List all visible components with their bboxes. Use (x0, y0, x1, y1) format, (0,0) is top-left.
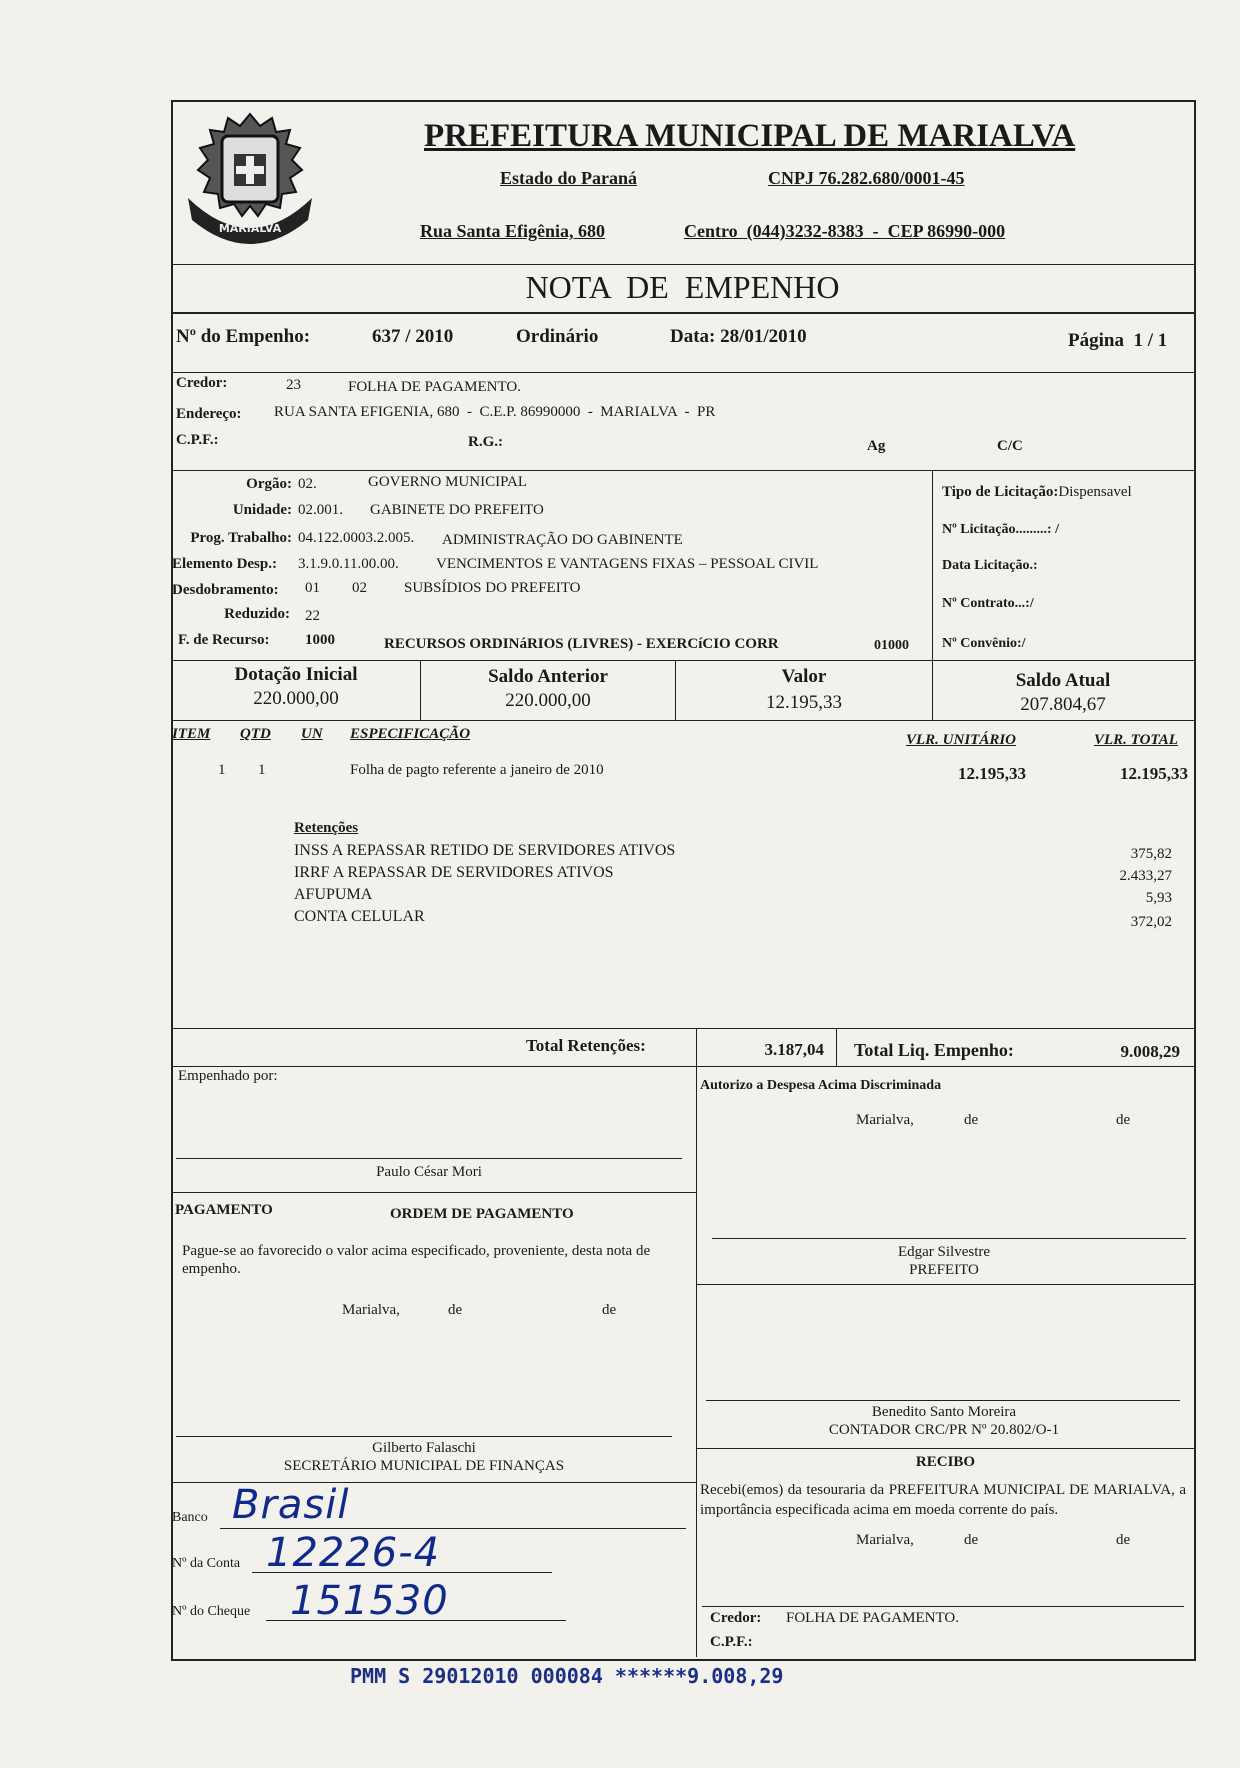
col-header-qtd: QTD (240, 726, 271, 742)
prefeito-nome: Edgar Silvestre (897, 1244, 991, 1260)
prog-trabalho-label: Prog. Trabalho: (190, 530, 292, 546)
item-vlr-total: 12.195,33 (1120, 764, 1188, 783)
numero-cheque-label: Nº do Cheque (172, 1604, 251, 1619)
ordem-pagamento-label: ORDEM DE PAGAMENTO (390, 1206, 574, 1222)
ordem-de-2: de (602, 1302, 617, 1318)
cpf-label: C.P.F.: (176, 432, 219, 448)
agencia-label: Ag (867, 438, 886, 454)
autenticacao-mecanica: PMM S 29012010 000084 ******9.008,29 (350, 1664, 784, 1688)
tipo-licitacao-label: Tipo de Licitação: (942, 484, 1059, 500)
unidade-nome: GABINETE DO PREFEITO (370, 502, 544, 518)
credor-label: Credor: (176, 375, 228, 391)
valor-empenho: 12.195,33 (766, 692, 842, 713)
estado-label: Estado do Paraná (500, 168, 638, 188)
elemento-despesa-nome: VENCIMENTOS E VANTAGENS FIXAS – PESSOAL CIVIL (436, 556, 819, 572)
pagamento-label: PAGAMENTO (175, 1202, 273, 1218)
secretario-cargo: SECRETÁRIO MUNICIPAL DE FINANÇAS (283, 1458, 565, 1474)
retencoes-title: Retenções (294, 820, 359, 836)
tipo-licitacao (942, 484, 1132, 501)
desdobramento-nome: SUBSÍDIOS DO PREFEITO (404, 580, 581, 596)
recibo-de-1: de (964, 1532, 979, 1548)
retencao-valor-4: 372,02 (1130, 914, 1172, 930)
ordem-pagamento-texto: Pague-se ao favorecido o valor acima especificado, proveniente, desta nota de empenho. (182, 1243, 651, 1277)
numero-empenho: 637 / 2010 (372, 326, 454, 347)
prog-trabalho-codigo: 04.122.0003.2.005. (298, 530, 415, 546)
recibo-de-2: de (1116, 1532, 1131, 1548)
prog-trabalho-nome: ADMINISTRAÇÃO DO GABINENTE (442, 532, 683, 548)
desdobramento-1: 01 (305, 580, 320, 596)
total-retencoes-label: Total Retenções: (526, 1036, 646, 1055)
data-licitacao: Data Licitação.: (942, 558, 1038, 573)
total-liq-empenho-valor: 9.008,29 (1120, 1042, 1180, 1061)
numero-licitacao: Nº Licitação.........: / (942, 522, 1059, 537)
desdobramento-label: Desdobramento: (172, 582, 279, 598)
numero-conta-manuscrito: 12226-4 (266, 1530, 441, 1576)
orgao-label: Orgão: (246, 476, 292, 492)
reduzido-valor: 22 (305, 608, 320, 624)
recibo-texto: Recebi(emos) da tesouraria da PREFEITURA MUNICIPAL DE MARIALVA, a importância especificada acima em moeda corrente do país. (700, 1482, 1186, 1518)
contador-cargo: CONTADOR CRC/PR Nº 20.802/O-1 (828, 1422, 1060, 1438)
endereco-credor-label: Endereço: (176, 406, 242, 422)
col-header-un: UN (301, 726, 323, 742)
data-empenho: Data: 28/01/2010 (670, 326, 807, 347)
recibo-cpf-label: C.P.F.: (710, 1634, 753, 1650)
elemento-despesa-label: Elemento Desp.: (172, 556, 277, 572)
nota-de-empenho-title: NOTA DE EMPENHO (525, 269, 840, 305)
recibo-title: RECIBO (915, 1454, 976, 1470)
numero-cheque-manuscrito: 151530 (290, 1578, 449, 1624)
tipo-empenho: Ordinário (516, 326, 599, 347)
saldo-atual-label: Saldo Atual (1015, 670, 1111, 691)
retencao-desc-2: IRRF A REPASSAR DE SERVIDORES ATIVOS (294, 864, 614, 881)
crest-banner-text: MARIALVA (218, 222, 282, 235)
elemento-despesa-codigo: 3.1.9.0.11.00.00. (298, 556, 399, 572)
valor-label: Valor (781, 666, 827, 687)
total-retencoes-valor: 3.187,04 (764, 1040, 824, 1059)
item-quantidade: 1 (258, 762, 266, 778)
prefeito-cargo: PREFEITO (909, 1262, 979, 1278)
fonte-recurso-codigo: 1000 (305, 632, 335, 648)
numero-convenio: Nº Convênio:/ (942, 636, 1026, 651)
autorizo-de-2: de (1116, 1112, 1131, 1128)
col-header-vlr-unitario: VLR. UNITÁRIO (906, 732, 1017, 748)
credor-codigo: 23 (286, 377, 301, 393)
numero-conta-label: Nº da Conta (172, 1556, 241, 1571)
retencao-valor-1: 375,82 (1130, 846, 1172, 862)
numero-contrato: Nº Contrato...:/ (942, 596, 1034, 611)
banco-manuscrito: Brasil (232, 1482, 350, 1528)
cnpj-label: CNPJ 76.282.680/0001-45 (768, 168, 965, 188)
item-especificacao: Folha de pagto referente a janeiro de 2010 (350, 762, 604, 778)
reduzido-label: Reduzido: (224, 606, 290, 622)
col-header-vlr-total: VLR. TOTAL (1094, 732, 1178, 748)
item-vlr-unitario: 12.195,33 (958, 764, 1026, 783)
endereco-prefeitura: Rua Santa Efigênia, 680 (420, 221, 606, 241)
autorizo-de-1: de (964, 1112, 979, 1128)
recibo-local: Marialva, (856, 1532, 914, 1548)
saldo-atual-valor: 207.804,67 (1020, 694, 1106, 715)
recibo-credor-label: Credor: (710, 1610, 762, 1626)
retencao-desc-4: CONTA CELULAR (294, 908, 425, 925)
contato-prefeitura: Centro (044)3232-8383 - CEP 86990-000 (684, 221, 1006, 241)
banco-label: Banco (172, 1510, 208, 1525)
col-header-especificacao: ESPECIFICAÇÃO (350, 726, 471, 742)
tipo-licitacao-valor: Dispensavel (1058, 484, 1132, 500)
credor-nome: FOLHA DE PAGAMENTO. (348, 379, 521, 395)
total-liq-empenho-label: Total Liq. Empenho: (854, 1040, 1014, 1060)
unidade-label: Unidade: (232, 502, 292, 518)
saldo-anterior-label: Saldo Anterior (488, 666, 608, 687)
orgao-codigo: 02. (298, 476, 317, 492)
recibo-credor-nome: FOLHA DE PAGAMENTO. (786, 1610, 959, 1626)
retencao-valor-2: 2.433,27 (1119, 868, 1172, 884)
empenhado-por-label: Empenhado por: (178, 1068, 278, 1084)
numero-empenho-label: Nº do Empenho: (176, 326, 311, 347)
autorizo-local: Marialva, (856, 1112, 914, 1128)
contador-nome: Benedito Santo Moreira (871, 1404, 1017, 1420)
item-numero: 1 (218, 762, 226, 778)
secretario-nome: Gilberto Falaschi (372, 1440, 476, 1456)
rg-label: R.G.: (468, 434, 503, 450)
unidade-codigo: 02.001. (298, 502, 343, 518)
fonte-recurso-numero: 01000 (874, 638, 909, 653)
ordem-de-1: de (448, 1302, 463, 1318)
autorizo-despesa: Autorizo a Despesa Acima Discriminada (700, 1078, 942, 1093)
saldo-anterior-valor: 220.000,00 (505, 690, 591, 711)
conta-corrente-label: C/C (997, 438, 1023, 454)
pagina-indicator: Página 1 / 1 (1068, 330, 1168, 351)
prefeitura-title: PREFEITURA MUNICIPAL DE MARIALVA (424, 118, 1076, 154)
retencao-desc-1: INSS A REPASSAR RETIDO DE SERVIDORES ATIVOS (294, 842, 676, 859)
fonte-recurso-label: F. de Recurso: (178, 632, 270, 648)
fonte-recurso-nome: RECURSOS ORDINáRIOS (LIVRES) - EXERCíCIO CORR (384, 636, 779, 652)
dotacao-inicial-valor: 220.000,00 (253, 688, 339, 709)
endereco-credor: RUA SANTA EFIGENIA, 680 - C.E.P. 86990000 - MARIALVA - PR (274, 404, 716, 420)
dotacao-inicial-label: Dotação Inicial (234, 664, 358, 685)
retencao-valor-3: 5,93 (1145, 890, 1172, 906)
desdobramento-2: 02 (352, 580, 367, 596)
ordem-local: Marialva, (342, 1302, 400, 1318)
col-header-item: ITEM (172, 726, 211, 742)
municipal-crest-logo (182, 108, 318, 258)
orgao-nome: GOVERNO MUNICIPAL (368, 474, 528, 490)
empenhado-por-nome: Paulo César Mori (376, 1164, 482, 1180)
retencao-desc-3: AFUPUMA (294, 886, 373, 903)
